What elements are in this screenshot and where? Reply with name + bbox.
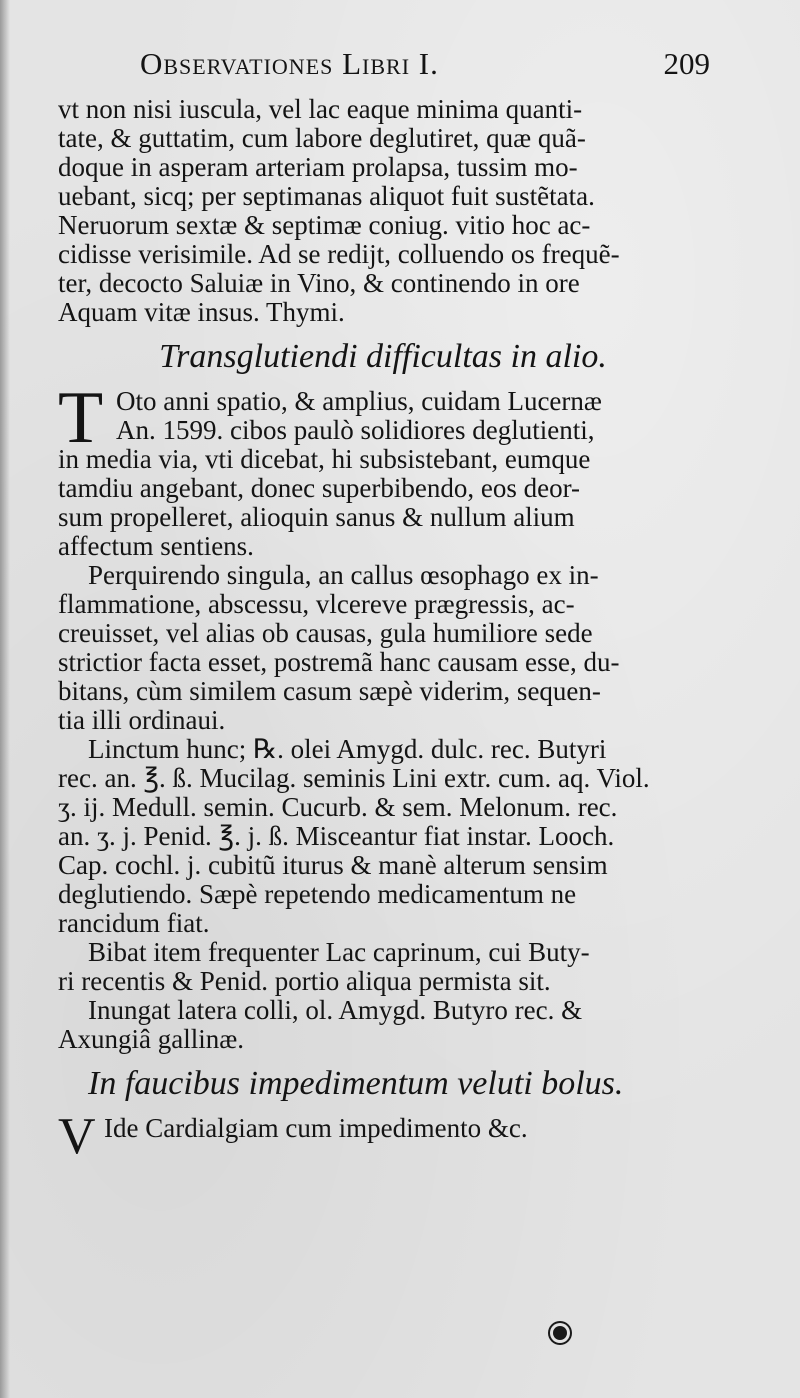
text-line: rec. an. ℥. ß. Mucilag. seminis Lini extr. cum. aq. Viol. <box>58 764 650 793</box>
text-line: in media via, vti dicebat, hi subsistebant, eumque <box>58 445 591 474</box>
paragraph-case-report <box>58 377 708 561</box>
text-line: ri recentis & Penid. portio aliqua permista sit. <box>58 967 551 996</box>
text-line: bitans, cùm similem casum sæpè viderim, sequen- <box>58 677 601 706</box>
text-line: tia illi ordinaui. <box>58 706 226 735</box>
text-line: flammatione, abscessu, vlcereve prægressis, ac- <box>58 590 575 619</box>
drop-cap-letter: V <box>58 1108 96 1165</box>
text-line: ʒ. ij. Medull. semin. Cucurb. & sem. Melonum. rec. <box>58 793 618 822</box>
paragraph-diagnosis <box>58 561 708 735</box>
drop-cap-letter: T <box>58 377 104 459</box>
text-line: Aquam vitæ insus. Thymi. <box>58 298 345 327</box>
paragraph-continuation <box>58 95 708 327</box>
text-line: Axungiâ gallinæ. <box>58 1025 244 1054</box>
text-line: tamdiu angebant, donec superbibendo, eos deor- <box>58 474 581 503</box>
text-line: Linctum hunc; ℞. olei Amygd. dulc. rec. Butyri <box>88 735 607 764</box>
text-line: cidisse verisimile. Ad se redijt, colluendo os frequẽ- <box>58 240 620 269</box>
section-heading: Transglutiendi difficultas in alio. <box>159 338 607 375</box>
text-line: tate, & guttatim, cum labore deglutiret, quæ quã- <box>58 124 586 153</box>
text-line: sum propelleret, alioquin sanus & nullum alium <box>58 503 575 532</box>
running-title: Observationes Libri I. <box>140 46 439 81</box>
paragraph-cross-reference <box>58 1108 708 1165</box>
text-line: Inungat latera colli, ol. Amygd. Butyro rec. & <box>88 996 583 1025</box>
text-line: Oto anni spatio, & amplius, cuidam Lucernæ <box>116 387 602 416</box>
text-line: affectum sentiens. <box>58 532 254 561</box>
page-header <box>140 46 710 90</box>
text-line: Cap. cochl. j. cubitũ iturus & manè alterum sensim <box>58 851 608 880</box>
text-line: rancidum fiat. <box>58 909 210 938</box>
text-line: ter, decocto Saluiæ in Vino, & continendo in ore <box>58 269 580 298</box>
text-line: doque in asperam arteriam prolapsa, tussim mo- <box>58 153 578 182</box>
text-line: vt non nisi iuscula, vel lac eaque minima quanti- <box>58 95 583 124</box>
text-line: Bibat item frequenter Lac caprinum, cui Buty- <box>88 938 590 967</box>
text-line: Neruorum sextæ & septimæ coniug. vitio hoc ac- <box>58 211 591 240</box>
section-heading: In faucibus impedimentum veluti bolus. <box>88 1065 624 1102</box>
text-line: uebant, sicq; per septimanas aliquot fuit sustẽtata. <box>58 182 595 211</box>
text-line: Ide Cardialgiam cum impedimento &c. <box>104 1114 528 1143</box>
text-block <box>58 95 708 1165</box>
text-line: strictior facta esset, postremã hanc causam esse, du- <box>58 648 620 677</box>
paragraph-milk <box>58 938 708 996</box>
text-line: Perquirendo singula, an callus œsophago ex in- <box>88 561 599 590</box>
text-line: creuisset, vel alias ob causas, gula humiliore sede <box>58 619 593 648</box>
text-line: deglutiendo. Sæpè repetendo medicamentum ne <box>58 880 577 909</box>
paragraph-prescription <box>58 735 708 938</box>
page-number: 209 <box>663 46 710 81</box>
ornament-dot <box>553 1326 567 1340</box>
text-line: An. 1599. cibos paulò solidiores deglutienti, <box>116 416 595 445</box>
text-line: an. ʒ. j. Penid. ℥. j. ß. Misceantur fiat instar. Looch. <box>58 822 615 851</box>
paragraph-ointment <box>58 996 708 1054</box>
